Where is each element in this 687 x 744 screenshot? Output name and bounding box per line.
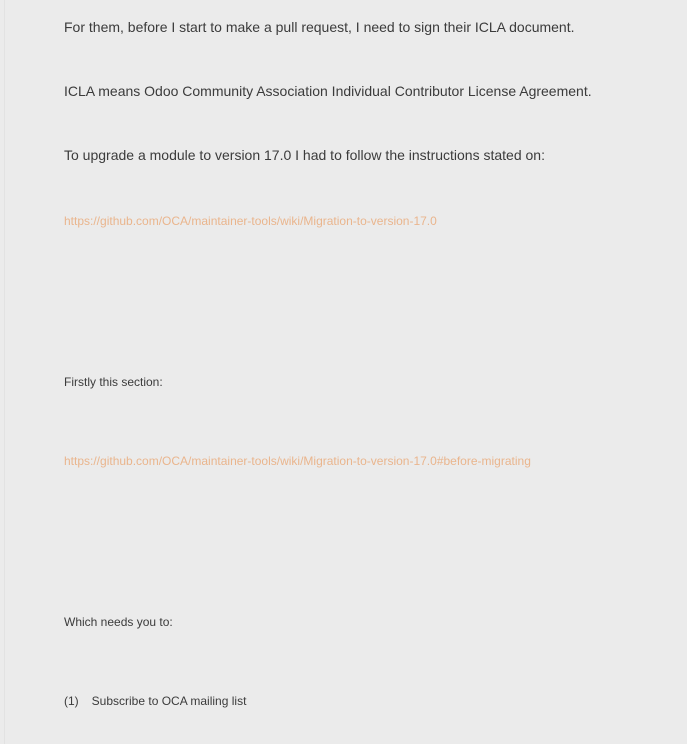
page-left-edge-divider	[4, 0, 5, 744]
paragraph-icla-meaning: ICLA means Odoo Community Association Individual Contributor License Agreement.	[64, 83, 592, 99]
paragraph-upgrade-instructions: To upgrade a module to version 17.0 I had to follow the instructions stated on:	[64, 147, 545, 163]
before-migrating-link[interactable]: https://github.com/OCA/maintainer-tools/wiki/Migration-to-version-17.0#before-migrating	[64, 454, 531, 468]
migration-wiki-link[interactable]: https://github.com/OCA/maintainer-tools/wiki/Migration-to-version-17.0	[64, 214, 437, 228]
list-item-marker: (1)	[64, 694, 79, 708]
paragraph-requirements-intro: Which needs you to:	[64, 615, 173, 629]
paragraph-icla-sign: For them, before I start to make a pull request, I need to sign their ICLA document.	[64, 19, 575, 35]
paragraph-section-intro: Firstly this section:	[64, 375, 163, 389]
numbered-list-item	[64, 694, 246, 708]
list-item-text: Subscribe to OCA mailing list	[91, 694, 247, 708]
